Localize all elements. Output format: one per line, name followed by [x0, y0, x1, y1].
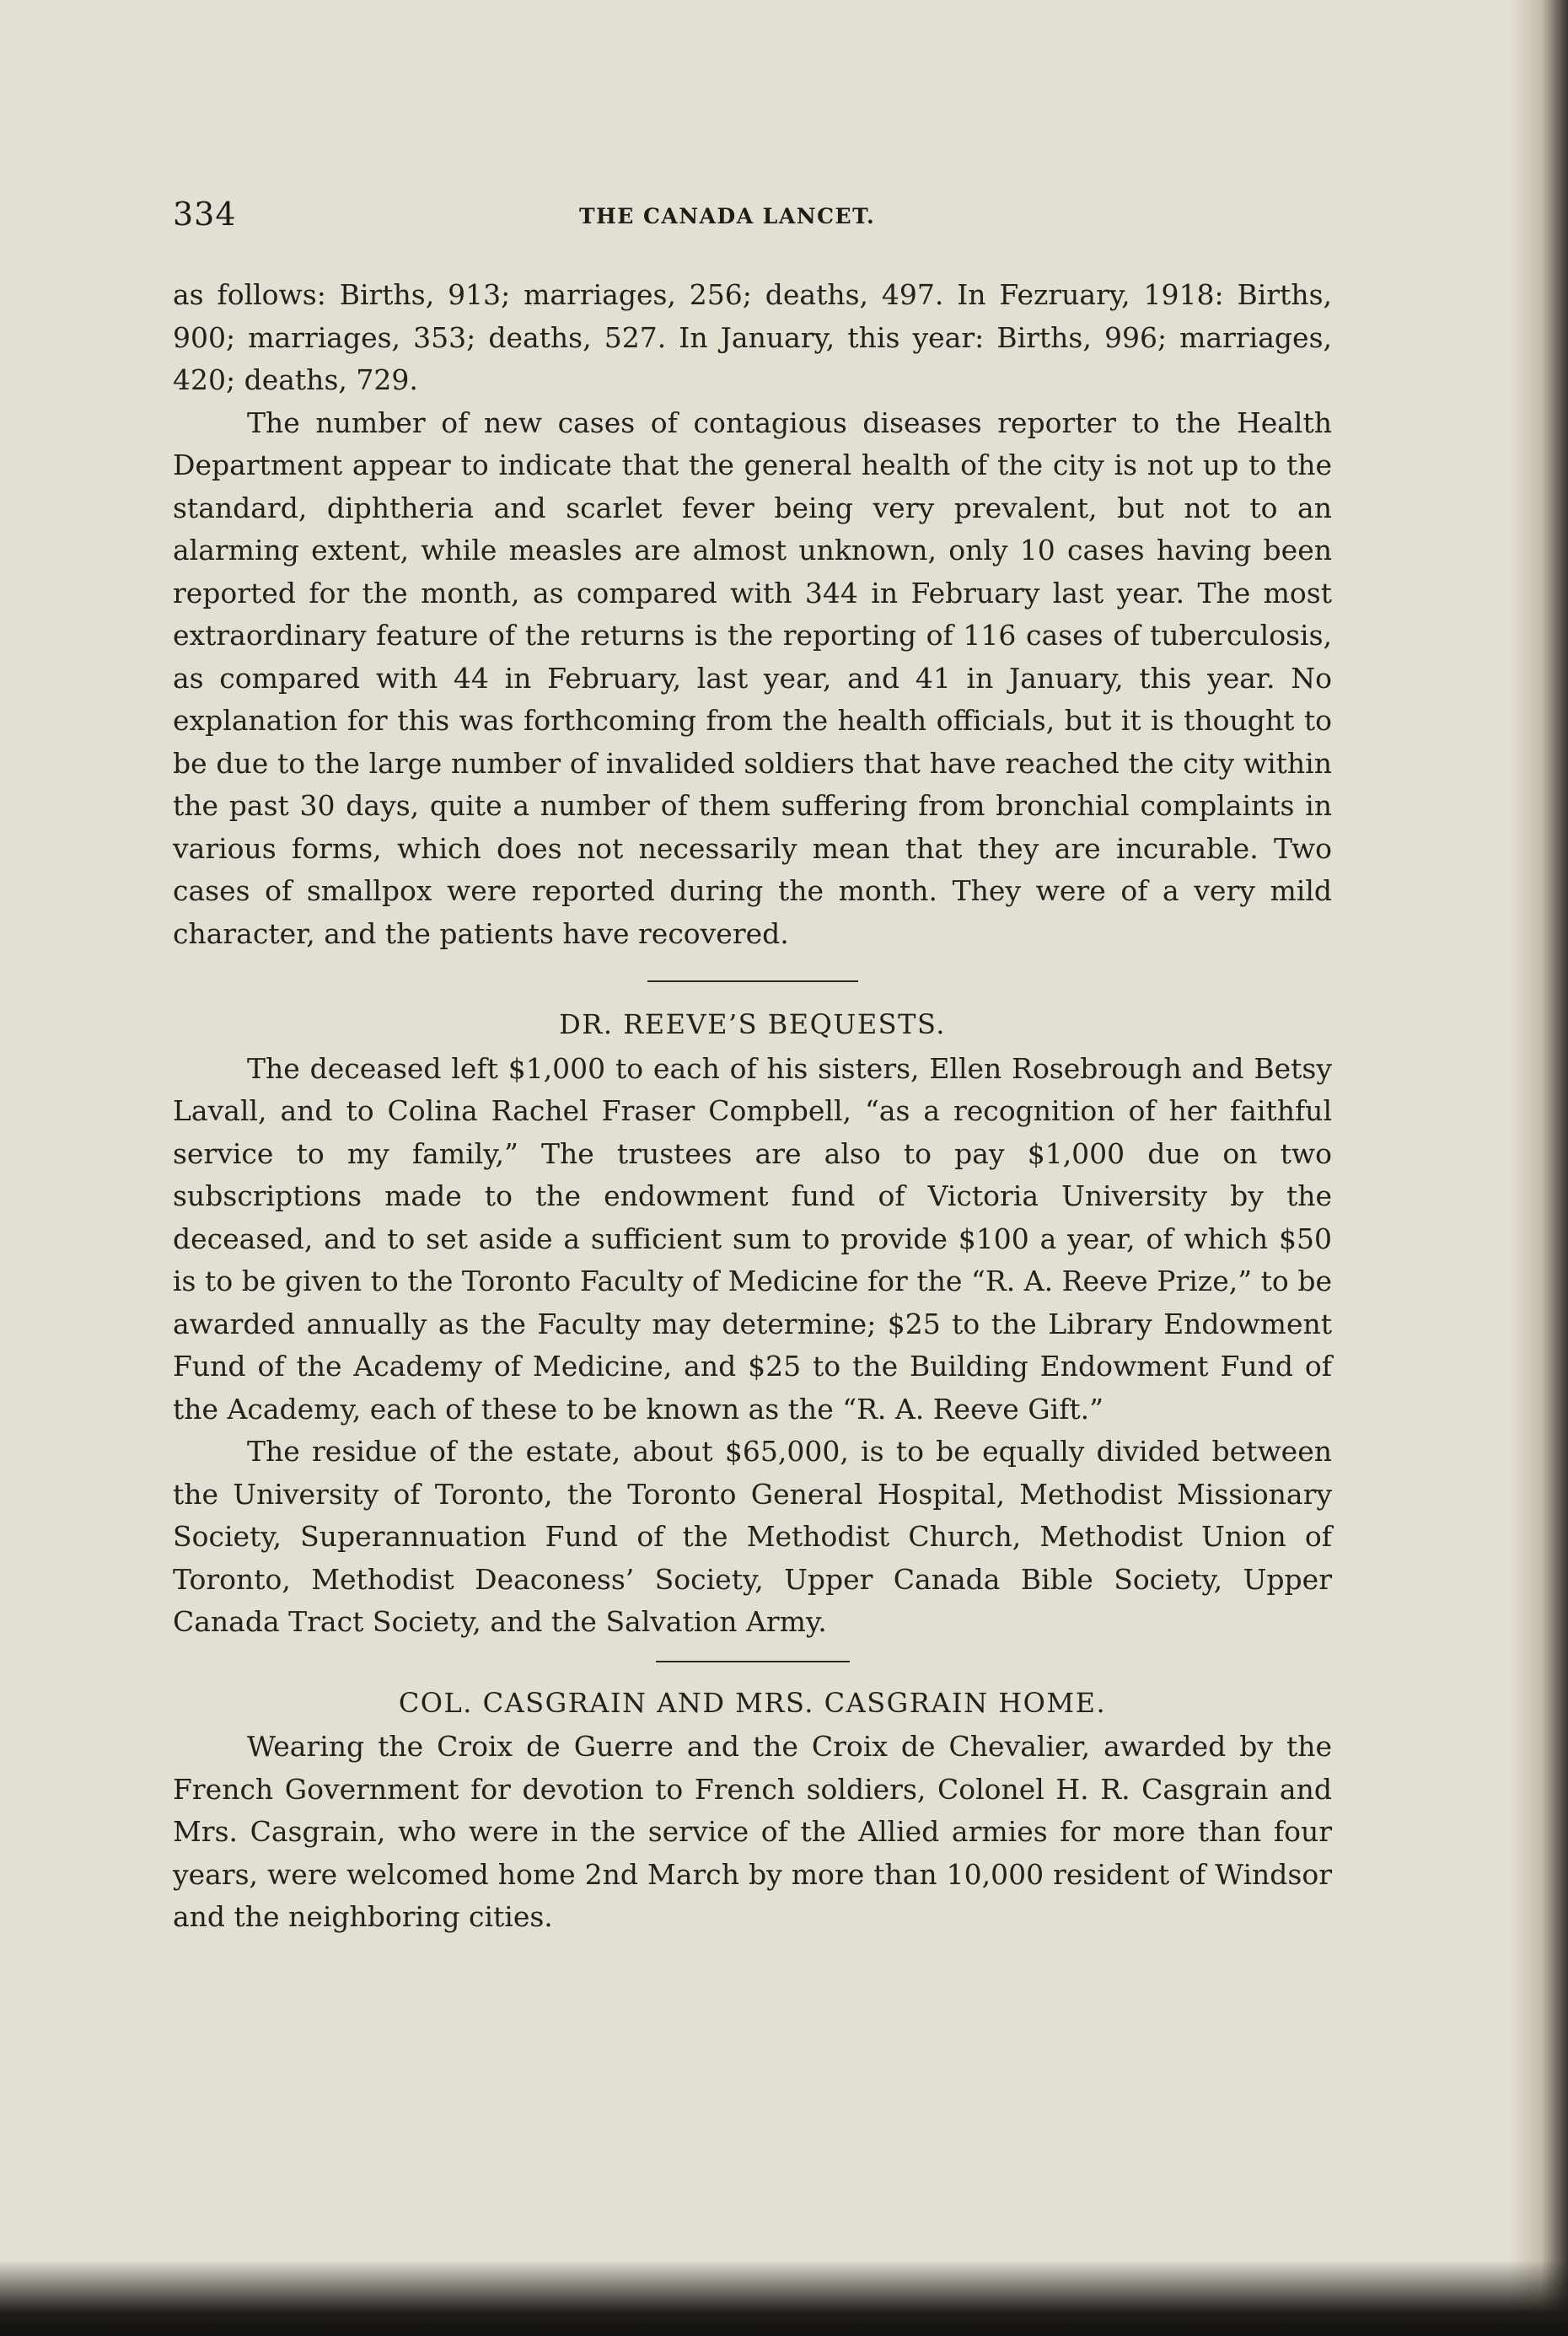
section-heading-bequests: DR. REEVE’S BEQUESTS. — [559, 1008, 946, 1040]
bequests-paragraph-1: The deceased left $1,000 to each of his sisters, Ellen Rosebrough and Betsy Lavall, and to Colina Rachel Fraser Compbell, “as a recognition of her faithful service to my family,” The trustees are also to pay $1,000 due on two subscriptions made to the endowment fund of Victoria University by the deceased, and to set aside a sufficient sum to provide $100 a year, of which $50 is to be given to the Toronto Faculty of Medicine for the “R. A. Reeve Prize,” to be awarded annually as the Faculty may determine; $25 to the Library Endowment Fund of the Academy of Medicine, and $25 to the Building Endowment Fund of the Academy, each of these to be known as the “R. A. Reeve Gift.” — [173, 1051, 1332, 1426]
page-number: 334 — [173, 196, 237, 233]
section-divider — [647, 980, 858, 982]
article-body — [173, 274, 1332, 1939]
running-head: THE CANADA LANCET. — [579, 204, 876, 228]
page-bottom-shadow — [0, 2260, 1568, 2336]
continued-paragraph: as follows: Births, 913; marriages, 256; deaths, 497. In Fezruary, 1918: Births, 900; marriages, 353; deaths, 527. In January, this year: Births, 996; marriages, 420; deaths, 729. — [173, 278, 1332, 396]
bequests-paragraph-2: The residue of the estate, about $65,000, is to be equally divided between the University of Toronto, the Toronto General Hospital, Methodist Missionary Society, Superannuation Fund of the Methodist Church, Methodist Union of Toronto, Methodist Deaconess’ Society, Upper Canada Bible Society, Upper Canada Tract Society, and the Salvation Army. — [173, 1435, 1332, 1638]
health-report-paragraph: The number of new cases of contagious diseases reporter to the Health Department appear to indicate that the general health of the city is not up to the standard, diphtheria and scarlet fever being very prevalent, but not to an alarming extent, while measles are almost unknown, only 10 cases having been reported for the month, as compared with 344 in February last year. The most extraordinary feature of the returns is the reporting of 116 cases of tuberculosis, as compared with 44 in February, last year, and 41 in January, this year. No explanation for this was forthcoming from the health officials, but it is thought to be due to the large number of invalided soldiers that have reached the city within the past 30 days, quite a number of them suffering from bronchial complaints in various forms, which does not necessarily mean that they are incurable. Two cases of smallpox were reported during the month. They were of a very mild character, and the patients have recovered. — [173, 405, 1332, 950]
section-heading-casgrain: COL. CASGRAIN AND MRS. CASGRAIN HOME. — [398, 1686, 1107, 1719]
book-gutter-shadow — [1509, 0, 1568, 2336]
page-header — [173, 196, 1336, 246]
section-divider — [656, 1661, 850, 1662]
casgrain-paragraph: Wearing the Croix de Guerre and the Croix de Chevalier, awarded by the French Government for devotion to French soldiers, Colonel H. R. Casgrain and Mrs. Casgrain, who were in the service of the Allied armies for more than four years, were welcomed home 2nd March by more than 10,000 resident of Windsor and the neighboring cities. — [173, 1730, 1332, 1933]
